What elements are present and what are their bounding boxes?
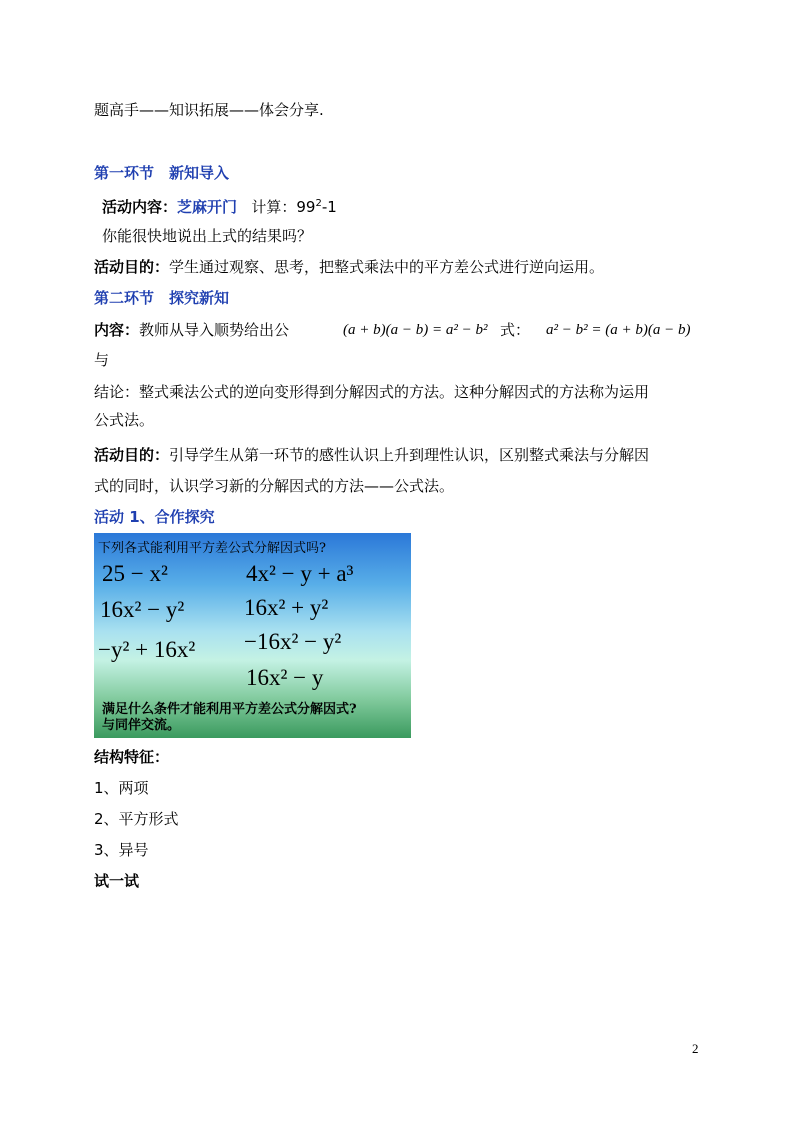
expr-left-1: 25 − x²: [102, 561, 168, 586]
section2-purpose-line-2: 式的同时，认识学习新的分解因式的方法——公式法。: [94, 477, 455, 495]
content-label: 内容：: [94, 321, 140, 339]
slide-footer-line-1: 满足什么条件才能利用平方差公式分解因式?: [102, 702, 357, 717]
content-end: 与: [94, 351, 110, 369]
calc-suffix: -1: [321, 198, 337, 216]
purpose-text-2: 引导学生从第一环节的感性认识上升到理性认识，区别整式乘法与分解因: [169, 446, 650, 464]
content-text: 教师从导入顺势给出公: [139, 321, 290, 339]
expr-right-4: 16x² − y: [246, 665, 324, 690]
activity-name: 芝麻开门: [177, 198, 238, 216]
feature-item-3: 3、异号: [94, 841, 149, 859]
feature-item-1: 1、两项: [94, 779, 149, 797]
formula-product: (a + b)(a − b) = a² − b²: [343, 322, 488, 338]
feature-item-2: 2、平方形式: [94, 810, 179, 828]
activity-content-line: [102, 194, 337, 217]
calc-prefix: 计算：99: [251, 198, 316, 216]
intro-line: 题高手——知识拓展——体会分享.: [94, 101, 324, 119]
expr-right-1: 4x² − y + a³: [246, 561, 354, 586]
section1-question: 你能很快地说出上式的结果吗？: [102, 227, 313, 245]
formula-factor: a² − b² = (a + b)(a − b): [546, 322, 691, 338]
slide-question: 下列各式能利用平方差公式分解因式吗?: [98, 541, 326, 556]
slide-footer-line-2: 与同伴交流。: [102, 718, 181, 733]
conclusion-line-1: 结论：整式乘法公式的逆向变形得到分解因式的方法。这种分解因式的方法称为运用: [94, 383, 650, 401]
features-title: 结构特征：: [94, 748, 170, 766]
activity1-title: 活动 1、合作探究: [94, 508, 215, 526]
expr-right-3: −16x² − y²: [244, 629, 342, 654]
calc-sup: 2: [315, 198, 322, 209]
section1-title: 第一环节 新知导入: [94, 164, 230, 182]
expr-left-2: 16x² − y²: [100, 597, 185, 622]
purpose-text: 学生通过观察、思考，把整式乘法中的平方差公式进行逆向运用。: [169, 258, 605, 276]
expr-left-3: −y² + 16x²: [98, 637, 196, 662]
page-number: 2: [692, 1041, 699, 1056]
expr-right-2: 16x² + y²: [244, 595, 329, 620]
try-title: 试一试: [94, 872, 140, 890]
purpose-label-2: 活动目的：: [94, 446, 170, 464]
section1-purpose: [94, 257, 604, 277]
content-mid: 式：: [500, 321, 531, 339]
section2-purpose-line-1: [94, 445, 649, 465]
purpose-label: 活动目的：: [94, 258, 170, 276]
section2-title: 第二环节 探究新知: [94, 289, 230, 307]
activity-label: 活动内容：: [102, 198, 178, 216]
slide-image: [94, 533, 411, 738]
slide-footer: [102, 702, 357, 734]
conclusion-line-2: 公式法。: [94, 411, 155, 429]
content-line: [94, 320, 289, 340]
